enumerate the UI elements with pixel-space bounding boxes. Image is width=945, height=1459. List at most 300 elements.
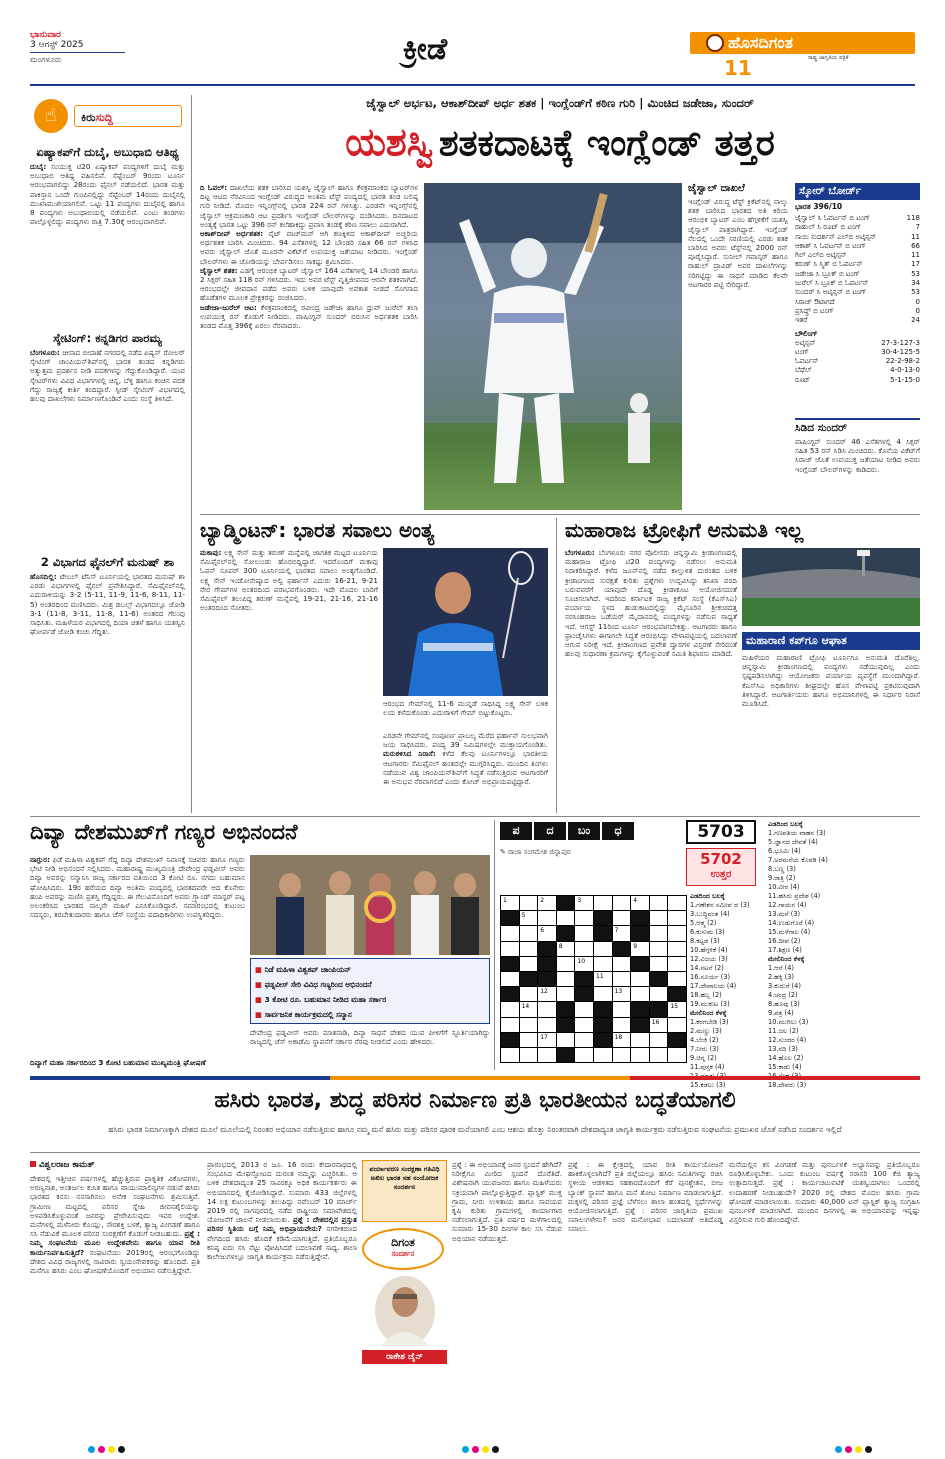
- registration-dots-left: [88, 1438, 128, 1457]
- crossword-cell-number: 2: [540, 897, 545, 904]
- crossword-cell-number: 4: [633, 897, 638, 904]
- crossword-cell[interactable]: [519, 956, 539, 972]
- crossword-cell[interactable]: [574, 1001, 594, 1017]
- divya-point-2: ■ ಫಡ್ನವೀಸ್ ಸೇರಿ ವಿವಿಧ ಗಣ್ಯರಿಂದ ಅಭಿನಂದನೆ: [255, 980, 372, 989]
- crossword: [500, 820, 920, 1089]
- bowler-name: ಬೆಥೆಲ್: [795, 366, 812, 375]
- clue-down: 7.ನೀರು (3): [690, 1045, 719, 1053]
- section-title: ಕ್ರೀಡೆ: [402, 32, 448, 67]
- crossword-cell[interactable]: [667, 941, 687, 957]
- batter-runs: 34: [911, 279, 920, 288]
- crossword-cell-number: 18: [614, 1033, 623, 1041]
- crossword-block-cell: [537, 956, 557, 972]
- bowling-row: [795, 339, 920, 348]
- crossword-cell[interactable]: [667, 1001, 687, 1017]
- batter-runs: 7: [915, 223, 920, 232]
- clue-across: 5.ಆತ್ಮ (2): [690, 919, 717, 927]
- scoreboard-title: ಸ್ಕೋರ್ ಬೋರ್ಡ್: [795, 183, 920, 200]
- crossword-cell[interactable]: [556, 986, 576, 1002]
- crossword-cell[interactable]: [537, 1017, 557, 1033]
- kirusuddi-divider: [191, 95, 192, 813]
- crossword-block-cell: [500, 956, 520, 972]
- clue-right-down: 2.ಹಕ್ಕಿ (3): [768, 973, 795, 981]
- green-banner-headline: ಹಸಿರು ಭಾರತ, ಶುದ್ಧ ಪರಿಸರ ನಿರ್ಮಾಣ ಪ್ರತಿ ಭಾರತೀಯನ ಬದ್ಧತೆಯಾಗಲಿ: [214, 1088, 736, 1113]
- badminton-body-1: [200, 548, 378, 810]
- crossword-cell[interactable]: [593, 986, 613, 1002]
- badge-sandarshana: ಸಂದರ್ಶನ: [391, 1250, 415, 1258]
- crossword-grid: [500, 895, 690, 1063]
- cw-title-letter-3: ಬಂ: [568, 822, 600, 840]
- down-title-mid: ಮೇಲಿನಿಂದ ಕೆಳಕ್ಕೆ: [690, 1009, 727, 1017]
- crossword-block-cell: [593, 910, 613, 926]
- crossword-cell-number: 1: [503, 897, 507, 904]
- answer-label: ಉತ್ತರ: [710, 869, 732, 880]
- crossword-cell[interactable]: [574, 1032, 594, 1048]
- brief-3-title: 2 ವಿಭಾಗದ ಫೈನಲ್‌ಗೆ ಮನುಷ್ ಶಾ: [40, 555, 175, 569]
- crossword-cell[interactable]: [556, 1032, 576, 1048]
- crossword-cell[interactable]: [649, 941, 669, 957]
- digantha-badge: [362, 1228, 444, 1270]
- divya-body-2: ದೇವೇಂದ್ರ ಫಡ್ನವೀಸ್ ಅವರು ಮಾತನಾಡಿ, ದಿವ್ಯಾ ಸಾಧನೆ ದೇಶದ ಯುವ ಪೀಳಿಗೆಗೆ ಸ್ಫೂರ್ತಿಯಾಗಿದ್ದು ರಾಜ್ಯದಲ್ಲಿ ಚೆಸ್ ಅಕಾಡೆಮಿ ಸ್ಥಾಪನೆಗೆ ಸರ್ಕಾರ ನೆರವು ನೀಡಲಿದೆ ಎಂದು ಹೇಳಿದರು.: [250, 1028, 490, 1047]
- interviewee-name: ರಾಕೇಶ ಜೈನ್: [362, 1350, 447, 1364]
- crossword-cell-number: 8: [558, 942, 563, 950]
- batter-runs: 53: [911, 288, 920, 297]
- bowling-row: [795, 357, 920, 366]
- bowling-row: [795, 366, 920, 375]
- crossword-cell[interactable]: [667, 1047, 687, 1063]
- stadium-photo: [742, 548, 920, 626]
- crossword-number: 5703: [686, 820, 756, 844]
- clue-down: 9.ಚಿನ್ನ (2): [690, 1054, 717, 1062]
- interview-col-1: [30, 1174, 200, 1430]
- clue-right-down: 12.ಸುಂದರ (4): [768, 1036, 807, 1044]
- clue-down: 4.ಬೆಂಕಿ (2): [690, 1036, 719, 1044]
- banner-rule: [30, 1152, 920, 1153]
- crossword-block-cell: [649, 1001, 669, 1017]
- crossword-cell[interactable]: [649, 1017, 669, 1033]
- maharaja-body: [565, 548, 737, 810]
- crossword-cell[interactable]: [556, 941, 576, 957]
- clue-right-across: 17.ಶಿಕ್ಷಣ (4): [768, 946, 802, 954]
- crossword-cell[interactable]: [574, 910, 594, 926]
- crossword-block-cell: [519, 971, 539, 987]
- dateline-box: [30, 30, 160, 65]
- crossword-cell[interactable]: [519, 1032, 539, 1048]
- masthead: [0, 0, 945, 86]
- batting-row: [795, 298, 920, 307]
- crossword-cell[interactable]: [649, 986, 669, 1002]
- crossword-block-cell: [667, 1032, 687, 1048]
- crossword-block-cell: [667, 986, 687, 1002]
- divya-photo-illustration: [250, 855, 490, 955]
- crossword-cell[interactable]: [500, 971, 520, 987]
- crossword-block-cell: [593, 1032, 613, 1048]
- mid-rule: [30, 816, 920, 817]
- divya-body-1: [30, 855, 245, 1055]
- clue-right-down: 1.ಆನೆ (4): [768, 964, 795, 972]
- clue-right-across: 9.ರಾತ್ರಿ (2): [768, 874, 796, 882]
- crossword-cell[interactable]: [537, 925, 557, 941]
- crossword-cell[interactable]: [519, 910, 539, 926]
- crossword-title-row: [500, 822, 675, 840]
- lead-dateline: ದಿ ಓವಲ್:: [200, 183, 228, 192]
- crossword-cell[interactable]: [537, 1001, 557, 1017]
- maharani-body: ಮಹಿಳೆಯರ ಮಹಾರಾಣಿ ಟ್ರೋಫಿ ಟೂರ್ನಿಗೂ ಅನುಮತಿ ದೊರೆತಿಲ್ಲ. ಚಿನ್ನಸ್ವಾಮಿ ಕ್ರೀಡಾಂಗಣದಲ್ಲಿ ಪಂದ್ಯಗಳು ನಡೆಯುವುದಿಲ್ಲ ಎಂದು ಸ್ಪಷ್ಟಪಡಿಸಲಾಗಿದ್ದು ಆಯೋಜಕರು ಪರ್ಯಾಯ ವ್ಯವಸ್ಥೆಗೆ ಮುಂದಾಗಿದ್ದಾರೆ. ಕೆಎಸ್‌ಸಿಎ ಅಧಿಕಾರಿಗಳು ಶೀಘ್ರದಲ್ಲೇ ಹೊಸ ವೇಳಾಪಟ್ಟಿ ಪ್ರಕಟಿಸುವುದಾಗಿ ತಿಳಿಸಿದ್ದಾರೆ. ಆಟಗಾರ್ತಿಯರು ಹಾಗೂ ಅಭಿಮಾನಿಗಳಲ್ಲಿ ಈ ನಿರ್ಧಾರ ನಿರಾಸೆ ಮೂಡಿಸಿದೆ.: [742, 653, 920, 709]
- crossword-cell[interactable]: [593, 941, 613, 957]
- crossword-cell[interactable]: [519, 1001, 539, 1017]
- maharaja-headline: ಮಹಾರಾಜ ಟ್ರೋಫಿಗೆ ಅನುಮತಿ ಇಲ್ಲ: [565, 518, 804, 542]
- crossword-cell[interactable]: [519, 925, 539, 941]
- batter-name: ಗಿಲ್ ಎಲ್‌ಬಿ ಅಟ್ಕಿನ್ಸನ್: [795, 251, 847, 260]
- crossword-block-cell: [630, 1001, 650, 1017]
- clue-right-down: 3.ಕುದುರೆ (4): [768, 982, 801, 990]
- divya-point-3-text: 3 ಕೋಟಿ ರೂ. ಬಹುಮಾನ ನೀಡಿದ ಮಹಾ ಸರ್ಕಾರ: [264, 995, 387, 1004]
- divya-point-2-text: ಫಡ್ನವೀಸ್ ಸೇರಿ ವಿವಿಧ ಗಣ್ಯರಿಂದ ಅಭಿನಂದನೆ: [264, 980, 372, 989]
- crossword-cell[interactable]: [574, 956, 594, 972]
- crossword-cell[interactable]: [649, 895, 669, 911]
- clue-right-down: 10.ಮುಗಿಲು (3): [768, 1018, 809, 1026]
- maharaja-dateline: ಬೆಂಗಳೂರು:: [565, 548, 595, 557]
- maharani-headline: ಮಹಾರಾಣಿ ಕಪ್‌ಗೂ ಆಘಾತ: [742, 632, 920, 650]
- clue-across: 3.ಬುದ್ಧಿವಂತ (4): [690, 910, 730, 918]
- kirusuddi-label-box: [30, 95, 185, 137]
- clue-right-across: 7.ಅರಮನೆಯ ಕೊಠಡಿ (4): [768, 856, 828, 864]
- crossword-cell[interactable]: [667, 925, 687, 941]
- batting-row: [795, 316, 920, 325]
- crossword-cell[interactable]: [537, 1047, 557, 1063]
- clue-right-across: 15.ಮಳೆಗಾಲ (4): [768, 928, 811, 936]
- lead-sub-2: ಜೈಸ್ವಾಲ್ ಶತಕ:: [200, 265, 238, 275]
- batter-runs: 0: [915, 306, 920, 315]
- crossword-cell-number: 10: [577, 957, 586, 965]
- crossword-block-cell: [630, 956, 650, 972]
- batting-row: [795, 270, 920, 279]
- clue-down: 1.ಕರಗಬೇಡಿ (3): [690, 1018, 729, 1026]
- crossword-block-cell: [556, 925, 576, 941]
- badminton-caption: ಆರಂಭದ ಗೇಮ್‌ನಲ್ಲಿ 11-6 ಮುನ್ನಡೆ ಸಾಧಿಸಿದ್ದ ಲಕ್ಷ್ಯ ಸೇನ್ ಬಳಿಕ ಲಯ ಕಳೆದುಕೊಂಡು ಎದುರಾಳಿಗೆ ಗೇಮ್ ಬಿಟ್ಟುಕೊಟ್ಟರು.: [383, 699, 548, 718]
- lead-para-2: ನೈಟ್ ವಾಚ್‌ಮನ್ ಆಗಿ ಕಣಕ್ಕಿಳಿದ ಆಕಾಶ್‌ದೀಪ್ ಅಚ್ಚರಿಯ ಅರ್ಧಶತಕ ಬಾರಿಸಿ ಮಿಂಚಿದರು. 94 ಎಸೆತಗಳಲ್ಲಿ 12 ಬೌಂಡರಿ ಸಹಿತ 66 ರನ್ ಗಳಿಸಿದ ಅವರು ಜೈಸ್ವಾಲ್ ಜೊತೆ ಮೂರನೇ ವಿಕೆಟ್‌ಗೆ ಉಪಯುಕ್ತ ಜತೆಯಾಟ ನೀಡಿದರು. ಇಂಗ್ಲೆಂಡ್ ಬೌಲರ್‌ಗಳು ಈ ಜೋಡಿಯನ್ನು ಬೇರ್ಪಡಿಸಲು ಸಾಕಷ್ಟು ಶ್ರಮಿಸಿದರು.: [200, 229, 418, 266]
- brief-2: [30, 331, 185, 531]
- brand-emblem-icon: [706, 34, 724, 52]
- crossword-cell[interactable]: [519, 941, 539, 957]
- clue-right-across: 13.ಮನೆ (3): [768, 910, 801, 918]
- clue-down: 11.ಪುಸ್ತಕ (4): [690, 1063, 725, 1071]
- registration-dots-right: [835, 1438, 875, 1457]
- crossword-cell[interactable]: [537, 895, 557, 911]
- crossword-cell[interactable]: [612, 986, 632, 1002]
- crossword-cell[interactable]: [519, 895, 539, 911]
- crossword-cell[interactable]: [519, 986, 539, 1002]
- badge-digantha: ದಿಗಂತ: [391, 1236, 415, 1249]
- crossword-cell[interactable]: [612, 895, 632, 911]
- clue-across: 17.ದೇವಾಲಯ (4): [690, 982, 737, 990]
- crossword-cell[interactable]: [612, 1001, 632, 1017]
- crossword-block-cell: [630, 910, 650, 926]
- clue-right-across: 1.ಗಣಪತಿಯ ವಾಹನ (3): [768, 829, 826, 837]
- clue-right-across: 11.ಹಸಿರು ಪ್ರದೇಶ (4): [768, 892, 821, 900]
- clue-right-down: 11.ಜಲ (2): [768, 1027, 799, 1035]
- crossword-cell[interactable]: [612, 956, 632, 972]
- crossword-cell[interactable]: [500, 925, 520, 941]
- clue-right-down: 14.ಹೊಲ (2): [768, 1054, 804, 1062]
- green-banner-deck: ಹಸಿರು ಭಾರತ ನಿರ್ಮಾಣಕ್ಕಾಗಿ ದೇಶದ ಮೂಲೆ ಮೂಲೆಯಲ್ಲಿ ನಿರಂತರ ಅಭಿಯಾನ ನಡೆಸುತ್ತಿರುವ ಹಾಗೂ ನಮ್ಮ ಮನೆ ಹಸಿರು ಮತ್ತು ಪರಿಸರ ಪೂರಕ ಮನೆಯಾಗಲಿ ಎಂಬ ಆಶಯ ಹೊತ್ತು ನಿರಂತರವಾಗಿ ದೇಶದಾದ್ಯಂತ ಜಾಗೃತಿ ಕಾರ್ಯಕ್ರಮ ನಡೆಸುತ್ತಿರುವ ಸಂಘಟನೆಯ ಪ್ರಮುಖರ ಜೊತೆ ನಡೆಸಿದ ಸಂದರ್ಶನ ಇಲ್ಲಿದೆ: [108, 1125, 842, 1134]
- crossword-block-cell: [593, 925, 613, 941]
- bowling-title: ಬೌಲಿಂಗ್: [795, 328, 818, 338]
- crossword-cell[interactable]: [630, 1032, 650, 1048]
- crossword-cell-number: 14: [521, 1003, 530, 1011]
- clue-right-down: 13.ನದಿ (3): [768, 1045, 798, 1053]
- lead-kicker: ಜೈಸ್ವಾಲ್ ಅರ್ಭಟ, ಆಕಾಶ್‌ದೀಪ್ ಅರ್ಧ ಶತಕ | ಇಂಗ್ಲೆಂಡ್‌ಗೆ ಕಠಿಣ ಗುರಿ | ಮಿಂಚಿದ ಜಡೇಜಾ, ಸುಂದರ್: [366, 96, 754, 110]
- batting-row: [795, 223, 920, 232]
- registration-dots-center: [462, 1438, 502, 1457]
- crossword-cell[interactable]: [574, 1047, 594, 1063]
- clue-across: 16.ಸೂರ್ಯ (3): [690, 973, 731, 981]
- crossword-cell[interactable]: [612, 971, 632, 987]
- badminton-text-1: ಲಕ್ಷ್ಯ ಸೇನ್ ಮತ್ತು ತರುಣ್ ಮನ್ನೆಪಲ್ಲಿ ಜಾಗತಿಕ ಮಟ್ಟದ ಟೂರ್ನಿಯ ಸೆಮಿಫೈನಲ್‌ನಲ್ಲಿ ಸೋಲುಂಡು ಹೊರಬಿದ್ದಿದ್ದಾರೆ. ಇದರೊಂದಿಗೆ ಮಕಾವು ಓಪನ್ ಸೂಪರ್ 300 ಟೂರ್ನಿಯಲ್ಲಿ ಭಾರತದ ಸವಾಲು ಅಂತ್ಯಗೊಂಡಿದೆ. ಲಕ್ಷ್ಯ ಸೇನ್ ಇಂಡೋನೇಷ್ಯಾದ ಅಲ್ವಿ ಫರ್ಹಾನ್ ಎದುರು 16-21, 9-21 ನೇರ ಗೇಮ್‌ಗಳ ಅಂತರದಿಂದ ಪರಾಭವಗೊಂಡರು. ಇದೇ ಮೊದಲ ಬಾರಿಗೆ ಸೆಮಿಫೈನಲ್ ತಲುಪಿದ್ದ ತರುಣ್ ಮನ್ನೆಪಲ್ಲಿ 19-21, 21-16, 21-16 ಅಂತರದಿಂದ ಸೋತರು.: [200, 548, 378, 613]
- batting-row: [795, 251, 920, 260]
- clue-right-down: 4.ಚಂದ್ರ (2): [768, 991, 798, 999]
- sundar-body: ವಾಷಿಂಗ್ಟನ್ ಸುಂದರ್ 46 ಎಸೆತಗಳಲ್ಲಿ 4 ಸಿಕ್ಸರ್ ಸಹಿತ 53 ರನ್ ಸಿಡಿಸಿ ಮಿಂಚಿದರು. ಕೊನೆಯ ವಿಕೆಟ್‌ಗೆ ಸಿರಾಜ್ ಜೊತೆ ಉಪಯುಕ್ತ ಜತೆಯಾಟ ನೀಡಿದ ಅವರು ಇಂಗ್ಲೆಂಡ್ ಬೌಲರ್‌ಗಳನ್ನು ಕಾಡಿದರು.: [795, 437, 920, 474]
- batter-name: ಜಡೇಜಾ ಸಿ ಬ್ರೂಕ್ ಬಿ ಟಂಗ್: [795, 269, 860, 278]
- bowler-name: ಟಂಗ್: [795, 347, 809, 356]
- batting-row: [795, 214, 920, 223]
- batting-row: [795, 288, 920, 297]
- batter-runs: 11: [911, 251, 920, 260]
- crossword-cell[interactable]: [667, 971, 687, 987]
- bowler-name: ಓವರ್ಟನ್: [795, 357, 819, 366]
- brief-1-title: ಏಷ್ಯಾಕಪ್‌ಗೆ ದುಬೈ, ಅಬುಧಾಬಿ ಆತಿಥ್ಯ: [36, 145, 179, 159]
- crossword-block-cell: [556, 1001, 576, 1017]
- stadium-photo-illustration: [742, 548, 920, 626]
- crossword-block-cell: [630, 925, 650, 941]
- crossword-cell[interactable]: [500, 1001, 520, 1017]
- byline-marker-icon: [30, 1161, 36, 1167]
- crossword-cell-number: 16: [651, 1018, 660, 1026]
- crossword-cell[interactable]: [556, 971, 576, 987]
- sundar-title: ಸಿಡಿದ ಸುಂದರ್: [795, 418, 920, 435]
- brief-3: [30, 555, 185, 792]
- clue-across: 19.ಮುಕುಟ (3): [690, 1000, 730, 1008]
- interview-col-2-text: ಪ್ರಾರಂಭದಲ್ಲಿ 2013 ರ ಜೂ. 16 ರಂದು ಕೇದಾರನಾಥದಲ್ಲಿ ಸಂಭವಿಸಿದ ಮೇಘಸ್ಫೋಟದ ದುರಂತ ನಮ್ಮನ್ನು ಎಚ್ಚರಿಸಿತು. ಆ ಬಳಿಕ ದೇಶದಾದ್ಯಂತ 25 ಸಾವಿರಕ್ಕೂ ಅಧಿಕ ಕಾರ್ಯಕರ್ತರು ಈ ಅಭಿಯಾನದಲ್ಲಿ ಕೈಜೋಡಿಸಿದ್ದಾರೆ. ಸುಮಾರು 433 ಜಿಲ್ಲೆಗಳಲ್ಲಿ 14 ಲಕ್ಷ ಕುಟುಂಬಗಳನ್ನು ತಲುಪಿದ್ದು ನವೆಂಬರ್ 10 ಮಾರ್ಚ್ 2019 ರಲ್ಲಿ ನಾಗಪುರದಲ್ಲಿ ನಡೆದ ರಾಷ್ಟ್ರೀಯ ಸಮಾವೇಶದಲ್ಲಿ ಯೋಜನೆಗೆ ಚಾಲನೆ ನೀಡಲಾಯಿತು.: [207, 1160, 357, 1225]
- crossword-block-cell: [500, 910, 520, 926]
- lead-headline: [200, 120, 920, 170]
- lead-sub-1: ಆಕಾಶ್‌ದೀಪ್ ಅರ್ಧಶತಕ:: [200, 229, 264, 239]
- crossword-cell-number: 17: [540, 1033, 548, 1041]
- crossword-cell[interactable]: [630, 1047, 650, 1063]
- crossword-cell[interactable]: [667, 895, 687, 911]
- crossword-cell[interactable]: [500, 895, 520, 911]
- crossword-block-cell: [537, 941, 557, 957]
- crossword-cell[interactable]: [593, 971, 613, 987]
- crossword-cell-number: 3: [577, 897, 582, 904]
- crossword-cell-number: 12: [540, 988, 548, 996]
- crossword-cell[interactable]: [519, 1017, 539, 1033]
- crossword-cell[interactable]: [574, 895, 594, 911]
- jaiswal-celebration-photo: [424, 183, 682, 510]
- crossword-cell[interactable]: [593, 1047, 613, 1063]
- kirusuddi-label-bar: [74, 105, 182, 127]
- crossword-cell[interactable]: [612, 1017, 632, 1033]
- interview-q1: ಪ್ರಶ್ನೆ : ನಿಮ್ಮ ಸಂಘಟನೆಯ ಮೂಲ ಉದ್ದೇಶವೇನು ಹಾಗೂ ಯಾವ ರೀತಿ ಕಾರ್ಯನಿರ್ವಹಿಸುತ್ತಿದೆ?: [30, 1229, 200, 1257]
- crossword-cell[interactable]: [500, 1017, 520, 1033]
- batting-row: [795, 233, 920, 242]
- crossword-cell[interactable]: [630, 971, 650, 987]
- brand-name: ಹೊಸದಿಗಂತ: [728, 33, 793, 52]
- crossword-cell[interactable]: [500, 1047, 520, 1063]
- badminton-divider: [556, 518, 557, 813]
- brief-1-text: ಸಂಯುಕ್ತ ಟಿ20 ಏಷ್ಯಾಕಪ್ ಪಂದ್ಯಗಳಿಗೆ ದುಬೈ ಮತ್ತು ಅಬುಧಾಬಿ ಆತಿಥ್ಯ ವಹಿಸಲಿವೆ. ಸೆಪ್ಟೆಂಬರ್ 9ರಂದು ಟೂರ್ನಿ ಆರಂಭವಾಗಲಿದ್ದು 28ರಂದು ಫೈನಲ್ ನಡೆಯಲಿದೆ. ಭಾರತ ಮತ್ತು ಪಾಕಿಸ್ತಾನ ಒಂದೇ ಗುಂಪಿನಲ್ಲಿದ್ದು ಸೆಪ್ಟೆಂಬರ್ 14ರಂದು ದುಬೈನಲ್ಲಿ ಮುಖಾಮುಖಿಯಾಗಲಿವೆ. ಒಟ್ಟು 11 ಪಂದ್ಯಗಳು ದುಬೈನಲ್ಲಿ ಹಾಗೂ 8 ಪಂದ್ಯಗಳು ಅಬುಧಾಬಿಯಲ್ಲಿ ನಡೆಯಲಿವೆ. ಎಂಟು ತಂಡಗಳು ಪಾಲ್ಗೊಳ್ಳಲಿದ್ದು ಪಂದ್ಯಗಳು ರಾತ್ರಿ 7.30ಕ್ಕೆ ಆರಂಭವಾಗಲಿವೆ.: [30, 162, 185, 227]
- crossword-cell[interactable]: [649, 956, 669, 972]
- crossword-block-cell: [556, 1047, 576, 1063]
- across-title-right: ಎಡದಿಂದ ಬಲಕ್ಕೆ: [768, 820, 803, 828]
- lead-headline-a: ಯಶಸ್ವಿ: [345, 120, 434, 164]
- crossword-cell[interactable]: [612, 925, 632, 941]
- crossword-cell[interactable]: [630, 895, 650, 911]
- interview-a2: ನಗರೀಕರಣದ ವೇಗದಿಂದ ಹಸಿರು ಹೊದಿಕೆ ಕಡಿಮೆಯಾಗುತ್ತಿದೆ. ಪ್ರತಿಯೊಬ್ಬರೂ ಕನಿಷ್ಠ ಐದು ಸಸಿ ನೆಟ್ಟು ಪೋಷಿಸಿದರೆ ಬದಲಾವಣೆ ಸಾಧ್ಯ. ಶಾಲಾ ಕಾಲೇಜುಗಳಲ್ಲೂ ಜಾಗೃತಿ ಕಾರ್ಯಕ್ರಮ ನಡೆಸುತ್ತಿದ್ದೇವೆ.: [207, 1224, 357, 1262]
- crossword-cell[interactable]: [593, 895, 613, 911]
- lakshya-sen-photo: [383, 548, 548, 696]
- batter-name: ರಾಹುಲ್ ಸಿ ರೂಟ್ ಬಿ ಟಂಗ್: [795, 223, 862, 232]
- crossword-cell-number: 15: [670, 1003, 679, 1011]
- crossword-block-cell: [500, 1032, 520, 1048]
- clue-right-across: 16.ದೀಪ (2): [768, 937, 801, 945]
- batting-list: [795, 214, 920, 326]
- batting-row: [795, 279, 920, 288]
- brief-2-text: ಚೀನಾದ ಬೀದಾಹೆ ನಗರದಲ್ಲಿ ನಡೆದ ಏಷ್ಯನ್ ರೋಲರ್ ಸ್ಕೇಟಿಂಗ್ ಚಾಂಪಿಯನ್‌ಶಿಪ್‌ನಲ್ಲಿ ಭಾರತ ತಂಡದ ಕನ್ನಡಿಗರು ಅತ್ಯುತ್ತಮ ಪ್ರದರ್ಶನ ನೀಡಿ ಪದಕಗಳನ್ನು ಗೆದ್ದುಕೊಂಡಿದ್ದಾರೆ. ಯುವ ಸ್ಕೇಟರ್‌ಗಳು ವಿವಿಧ ವಿಭಾಗಗಳಲ್ಲಿ ಚಿನ್ನ, ಬೆಳ್ಳಿ ಹಾಗೂ ಕಂಚಿನ ಪದಕ ಗೆದ್ದು ರಾಜ್ಯಕ್ಕೆ ಕೀರ್ತಿ ತಂದಿದ್ದಾರೆ. ಸ್ಪೀಡ್ ಸ್ಕೇಟಿಂಗ್ ವಿಭಾಗದಲ್ಲಿ ಹಲವು ದಾಖಲೆಗಳು ನಿರ್ಮಾಣಗೊಂಡಿವೆ ಎಂದು ಸಂಸ್ಥೆ ತಿಳಿಸಿದೆ.: [30, 348, 185, 404]
- crossword-byline-text: ರಾಜಾ ಸಂಗಮೇಶ ಜಿನ್ನಾಪುರ: [508, 848, 571, 856]
- jaiswal-record-title: ಜೈಸ್ವಾಲ್ ದಾಖಲೆ: [688, 183, 745, 194]
- scoreboard-team: ಭಾರತ 396/10: [795, 202, 843, 211]
- clue-across: 10.ಹೆಗ್ಗಳಿಕೆ (4): [690, 946, 728, 954]
- batting-row: [795, 307, 920, 316]
- crossword-cell[interactable]: [537, 986, 557, 1002]
- crossword-cell[interactable]: [649, 910, 669, 926]
- crossword-cell[interactable]: [667, 1017, 687, 1033]
- crossword-cell-number: 5: [521, 912, 526, 920]
- crossword-cell[interactable]: [649, 1047, 669, 1063]
- across-title-mid: ಎಡದಿಂದ ಬಲಕ್ಕೆ: [690, 892, 725, 900]
- crossword-cell[interactable]: [556, 956, 576, 972]
- brief-2-lead: ಬೆಂಗಳೂರು:: [30, 348, 60, 357]
- clue-right-down: 18.ದೇವರು (3): [768, 1081, 807, 1089]
- crossword-cell[interactable]: [667, 956, 687, 972]
- crossword-cell-number: 9: [633, 942, 638, 950]
- clue-across: 6.ಕುಸುಮ (3): [690, 928, 725, 936]
- divya-point-3: ■ 3 ಕೋಟಿ ರೂ. ಬಹುಮಾನ ನೀಡಿದ ಮಹಾ ಸರ್ಕಾರ: [255, 995, 387, 1004]
- crossword-cell[interactable]: [649, 1032, 669, 1048]
- kirusuddi-column: [30, 95, 185, 813]
- badminton-photo-illustration: [383, 548, 548, 696]
- crossword-cell[interactable]: [519, 1047, 539, 1063]
- answer-number: 5702: [700, 850, 742, 868]
- divya-points-box: [250, 958, 490, 1024]
- crossword-block-cell: [593, 1001, 613, 1017]
- scoreboard: [795, 183, 920, 413]
- crossword-block-cell: [500, 986, 520, 1002]
- lead-para-1: ದಾಖಲೆಯ ಶತಕ ಬಾರಿಸಿದ ಯಶಸ್ವಿ ಜೈಸ್ವಾಲ್ ಹಾಗೂ ಕೆಳಕ್ರಮಾಂಕದ ಬ್ಯಾಟರ್‌ಗಳ ದಿಟ್ಟ ಆಟದ ನೆರವಿನಿಂದ ಇಂಗ್ಲೆಂಡ್ ವಿರುದ್ಧದ ಅಂತಿಮ ಟೆಸ್ಟ್ ಪಂದ್ಯದಲ್ಲಿ ಭಾರತ ತಂಡ ಬಲಿಷ್ಠ ಗುರಿ ನೀಡಿದೆ. ಮೊದಲ ಇನ್ನಿಂಗ್ಸ್‌ನಲ್ಲಿ ಭಾರತ 224 ರನ್ ಗಳಿಸಿತ್ತು. ಎರಡನೇ ಇನ್ನಿಂಗ್ಸ್‌ನಲ್ಲಿ ಜೈಸ್ವಾಲ್ ಆಕ್ರಮಣಕಾರಿ ಆಟ ಪ್ರದರ್ಶಿಸಿ ಇಂಗ್ಲೆಂಡ್ ಬೌಲರ್‌ಗಳನ್ನು ದಂಡಿಸಿದರು. ದಿನದಾಟದ ಅಂತ್ಯಕ್ಕೆ ಭಾರತ ಒಟ್ಟು 396 ರನ್ ಕಲೆಹಾಕಿದ್ದು ಪ್ರವಾಸಿ ತಂಡಕ್ಕೆ ಕಠಿಣ ಸವಾಲು ಎದುರಾಗಿದೆ.: [200, 183, 418, 229]
- brief-2-title: ಸ್ಕೇಟಿಂಗ್: ಕನ್ನಡಿಗರ ಪಾರಮ್ಯ: [53, 331, 162, 345]
- divya-point-1-text: ನಿಡೆ ಮಹಿಳಾ ವಿಶ್ವಕಪ್ ಚಾಂಪಿಯನ್: [264, 965, 351, 974]
- clue-right-down: 9.ಪತ್ರ (4): [768, 1009, 794, 1017]
- interview-col-5: ಮನೆಯಲ್ಲಿನ ಕಸ ವಿಂಗಡಣೆ ಮತ್ತು ಪುನರ್ಬಳಕೆ ಅಭ್ಯಾಸವನ್ನು ಪ್ರತಿಯೊಬ್ಬರೂ ರೂಢಿಸಿಕೊಳ್ಳಬೇಕು. ಒಂದು ಕುಟುಂಬ ವರ್ಷಕ್ಕೆ ಸರಾಸರಿ 100 ಕೆಜಿ ತ್ಯಾಜ್ಯ ಉತ್ಪಾದಿಸುತ್ತದೆ. ಪ್ರಶ್ನೆ : ಕಾರ್ಯಚಟುವಟಿಕೆ ಯಶಸ್ವಿಯಾಗಲು ಒಂದರಲ್ಲಿ ಉದಾಹರಣೆ ನೀಡಬಹುದೇ? 2020 ರಲ್ಲಿ ದೇಶದ ಮೊದಲ ಹಸಿರು ಗ್ರಾಮ ಘೋಷಣೆ ಮಾಡಲಾಯಿತು. ಸುಮಾರು 40,000 ಟನ್ ಪ್ಲಾಸ್ಟಿಕ್ ತ್ಯಾಜ್ಯ ಸಂಗ್ರಹಿಸಿ ಪುನರ್ಬಳಕೆ ಮಾಡಲಾಗಿದೆ. ಮುಂದಿನ ದಿನಗಳಲ್ಲಿ ಈ ಅಭಿಯಾನವನ್ನು ಇನ್ನಷ್ಟು ವಿಸ್ತರಿಸುವ ಗುರಿ ಹೊಂದಿದ್ದೇವೆ.: [729, 1160, 920, 1225]
- masthead-date: 3 ಆಗಸ್ಟ್ 2025: [30, 40, 84, 50]
- crossword-cell-number: 7: [614, 927, 619, 935]
- crossword-block-cell: [612, 941, 632, 957]
- clue-across: 8.ಕಟ್ಟಡ (3): [690, 937, 720, 945]
- divya-felicitation-photo: [250, 855, 490, 955]
- crossword-cell[interactable]: [574, 941, 594, 957]
- crossword-cell[interactable]: [630, 986, 650, 1002]
- crossword-cell[interactable]: [612, 910, 632, 926]
- interviewee-portrait: [375, 1276, 435, 1346]
- batter-runs: 53: [911, 269, 920, 278]
- crossword-cell[interactable]: [574, 925, 594, 941]
- crossword-cell-number: 11: [596, 973, 604, 980]
- kirusuddi-label-b: ಸುದ್ದಿ: [95, 111, 113, 124]
- interview-a1: ಸಂಘಟನೆಯು 2019ರಲ್ಲಿ ಆರಂಭಗೊಂಡಿದ್ದು ದೇಶದ ವಿವಿಧ ರಾಜ್ಯಗಳಲ್ಲಿ ಸಾವಿರಾರು ಸ್ವಯಂಸೇವಕರನ್ನು ಹೊಂದಿದೆ. ಪ್ರತಿ ಮನೆಗೂ ಹಸಿರು ಎಂಬ ಘೋಷಣೆಯೊಂದಿಗೆ ಅಭಿಯಾನ ನಡೆಸುತ್ತಿದ್ದೇವೆ.: [30, 1247, 200, 1276]
- lead-headline-b: ಶತಕದಾಟಕ್ಕೆ ಇಂಗ್ಲೆಂಡ್ ತತ್ತರ: [438, 123, 775, 164]
- crossword-cell[interactable]: [537, 1032, 557, 1048]
- crossword-block-cell: [574, 971, 594, 987]
- crossword-cell[interactable]: [556, 910, 576, 926]
- crossword-cell[interactable]: [612, 1047, 632, 1063]
- bowling-list: [795, 339, 920, 385]
- crossword-cell[interactable]: [537, 910, 557, 926]
- bowler-figures: 22-2-98-2: [885, 357, 920, 366]
- kirusuddi-label-a: ಕಿರು: [81, 111, 96, 124]
- photo-illustration: [424, 183, 682, 510]
- interview-col-3: ಪ್ರಶ್ನೆ : ಈ ಅಭಿಯಾನಕ್ಕೆ ಜನರ ಸ್ಪಂದನೆ ಹೇಗಿದೆ? ನಿರೀಕ್ಷೆಗೂ ಮೀರಿದ ಸ್ಪಂದನೆ ದೊರೆತಿದೆ. ವಿಶೇಷವಾಗಿ ಯುವಜನರು ಹಾಗೂ ಮಹಿಳೆಯರು ಸಕ್ರಿಯವಾಗಿ ಪಾಲ್ಗೊಳ್ಳುತ್ತಿದ್ದಾರೆ. ಪ್ಲಾಸ್ಟಿಕ್ ಮುಕ್ತ ಗ್ರಾಮ, ನೀರು ಉಳಿತಾಯ ಹಾಗೂ ಸಾವಯವ ಕೃಷಿ ಕುರಿತು ಗ್ರಾಮಗಳಲ್ಲಿ ಕಾರ್ಯಾಗಾರ ನಡೆಸಲಾಗುತ್ತಿದೆ. ಪ್ರತಿ ವರ್ಷದ ಮಳೆಗಾಲದಲ್ಲಿ ಸುಮಾರು 15-30 ದಿನಗಳ ಕಾಲ ಸಸಿ ನೆಡುವ ಅಭಿಯಾನ ನಡೆಯುತ್ತದೆ.: [452, 1160, 562, 1243]
- crossword-cell[interactable]: [593, 956, 613, 972]
- crossword-cell[interactable]: [649, 925, 669, 941]
- batter-name: ಸುಂದರ್ ಸಿ ಅಟ್ಕಿನ್ಸನ್ ಬಿ ಟಂಗ್: [795, 288, 867, 297]
- clue-down: 15.ಕಡಲು (3): [690, 1081, 726, 1089]
- cw-title-letter-1: ಪ: [500, 822, 532, 840]
- color-strip: [30, 1076, 920, 1080]
- clue-right-down: 8.ಹೂವು (3): [768, 1000, 800, 1008]
- batter-name: ಸಿರಾಜ್ ಔಟಾಗದೆ: [795, 297, 835, 306]
- bowling-row: [795, 376, 920, 385]
- lead-body: [200, 183, 418, 510]
- crossword-block-cell: [649, 971, 669, 987]
- interview-badge-block: [362, 1160, 447, 1430]
- brand-block: [690, 32, 915, 82]
- crossword-cell[interactable]: [667, 910, 687, 926]
- crossword-cell[interactable]: [574, 1017, 594, 1033]
- clue-right-across: 12.ಗಾಯನ (4): [768, 901, 807, 909]
- crossword-clues-right: [768, 820, 920, 1089]
- interview-col-1-text: ದೇಶದಲ್ಲಿ ಇತ್ತೀಚಿನ ವರ್ಷಗಳಲ್ಲಿ ಹೆಚ್ಚುತ್ತಿರುವ ಪ್ರಾಕೃತಿಕ ವಿಕೋಪಗಳು, ಅರಣ್ಯನಾಶ, ಅಂತರ್ಜಲ ಕುಸಿತ ಹಾಗೂ ವಾಯುಮಾಲಿನ್ಯಗಳ ನಡುವೆ ಹಸಿರು ಭಾರತದ ಕನಸು ನನಸಾಗಿಸಲು ಅನೇಕ ಸಂಘಟನೆಗಳು ಶ್ರಮಿಸುತ್ತಿವೆ. ಗ್ರಾಮೀಣ ಮಟ್ಟದಲ್ಲಿ ಪರಿಸರ ಸ್ನೇಹಿ ಜೀವನಶೈಲಿಯನ್ನು ಅಳವಡಿಸಿಕೊಳ್ಳುವಂತೆ ಜನರನ್ನು ಪ್ರೇರೇಪಿಸುವುದು ಇವರ ಉದ್ದೇಶ. ಮನೆಗಳಲ್ಲಿ ಮಳೆನೀರು ಕೊಯ್ಲು, ಸೌರಶಕ್ತಿ ಬಳಕೆ, ತ್ಯಾಜ್ಯ ವಿಂಗಡಣೆ ಹಾಗೂ ಸಸಿ ನೆಡುವಿಕೆ ಮೂಲಕ ಪರಿಸರ ಸಂರಕ್ಷಣೆಗೆ ಕೊಡುಗೆ ನೀಡಬಹುದು.: [30, 1174, 200, 1239]
- page-number: 11: [724, 56, 752, 80]
- badminton-body-2: [383, 731, 548, 810]
- brief-3-lead: ಹೊಸದಿಲ್ಲಿ:: [30, 572, 57, 581]
- crossword-cell[interactable]: [612, 1032, 632, 1048]
- sundar-box: [795, 418, 920, 510]
- batter-runs: 0: [915, 297, 920, 306]
- clue-right-across: 5.ಜ್ಞಾನದ ದೇವತೆ (4): [768, 838, 818, 846]
- batter-runs: 24: [911, 316, 920, 325]
- batter-runs: 118: [906, 214, 920, 222]
- batter-name: ಆಕಾಶ್ ಸಿ ಓವರ್ಟನ್ ಬಿ ಟಂಗ್: [795, 241, 866, 250]
- bowler-figures: 4-0-13-0: [890, 366, 920, 375]
- clue-right-across: 8.ಬಣ್ಣ (3): [768, 865, 796, 873]
- lead-bottom-rule: [200, 514, 920, 515]
- crossword-cell[interactable]: [500, 941, 520, 957]
- batter-name: ಇತರೆ: [795, 316, 808, 325]
- portrait-illustration: [375, 1276, 435, 1346]
- bowler-figures: 5-1-15-0: [890, 375, 920, 384]
- crossword-cell[interactable]: [630, 941, 650, 957]
